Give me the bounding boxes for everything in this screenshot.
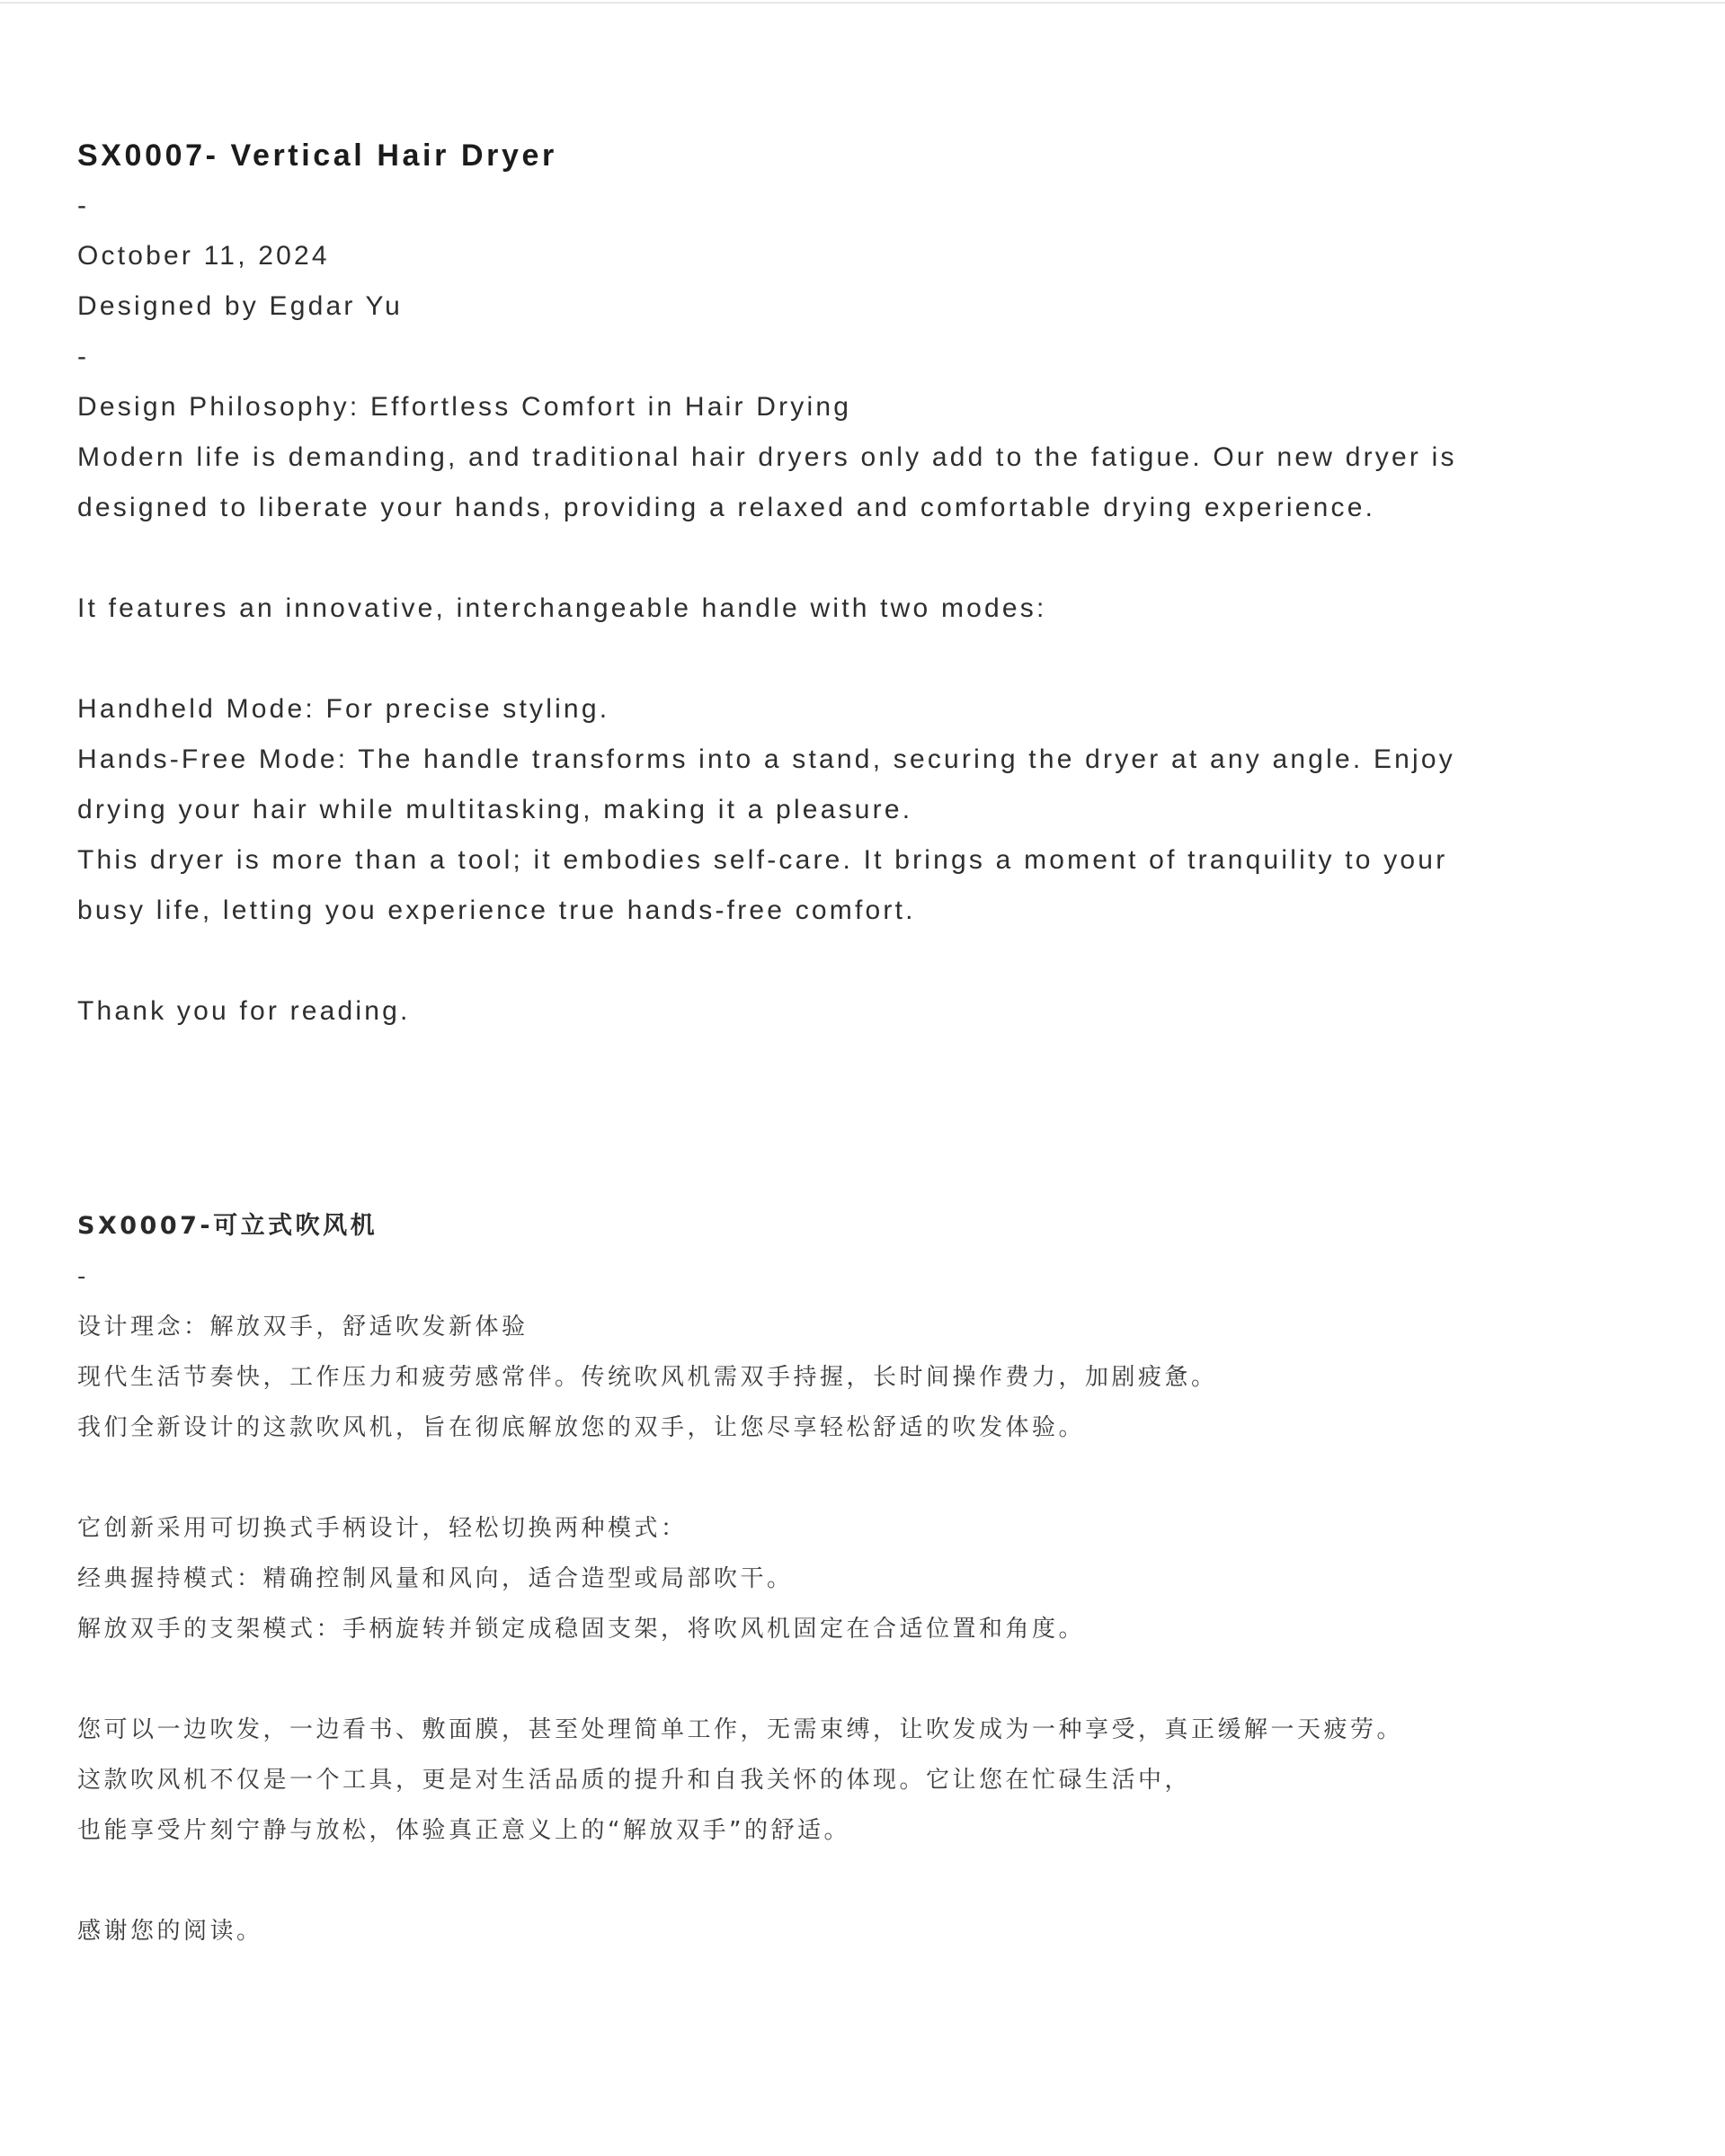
closing-text-zh: 这款吹风机不仅是一个工具，更是对生活品质的提升和自我关怀的体现。它让您在忙碌生活中， [77, 1767, 1192, 1794]
closing-text-en: This dryer is more than a tool; it embodies self-care. It brings a moment of tranquility to your [77, 845, 1448, 875]
chinese-description [77, 1201, 1659, 1956]
spacer [77, 1453, 1659, 1503]
spacer [77, 1654, 1659, 1705]
intro-text-en: designed to liberate your hands, providing a relaxed and comfortable drying experience. [77, 493, 1376, 522]
designer-credit: Designed by Egdar Yu [77, 291, 403, 321]
mode-handheld-zh: 经典握持模式：精确控制风量和风向，适合造型或局部吹干。 [77, 1565, 794, 1592]
spacer [77, 1856, 1659, 1906]
intro-text-en: Modern life is demanding, and traditional hair dryers only add to the fatigue. Our new dryer is [77, 442, 1457, 472]
mode-handsfree-en: Hands-Free Mode: The handle transforms into a stand, securing the dryer at any angle. Enjoy [77, 744, 1455, 774]
product-title-en: SX0007- Vertical Hair Dryer [77, 138, 557, 173]
thanks-en: Thank you for reading. [77, 996, 411, 1026]
features-intro-zh: 它创新采用可切换式手柄设计，轻松切换两种模式： [77, 1515, 688, 1542]
philosophy-heading-en: Design Philosophy: Effortless Comfort in Hair Drying [77, 392, 852, 422]
product-title-zh: SX0007-可立式吹风机 [77, 1212, 378, 1240]
mode-stand-zh: 解放双手的支架模式：手柄旋转并锁定成稳固支架，将吹风机固定在合适位置和角度。 [77, 1616, 1086, 1643]
mode-handsfree-en: drying your hair while multitasking, making it a pleasure. [77, 795, 913, 824]
usage-text-zh: 您可以一边吹发，一边看书、敷面膜，甚至处理简单工作，无需束缚，让吹发成为一种享受，真正缓解一天疲劳。 [77, 1716, 1404, 1743]
closing-text-en: busy life, letting you experience true hands-free comfort. [77, 895, 916, 925]
features-intro-en: It features an innovative, interchangeable handle with two modes: [77, 593, 1047, 623]
publish-date: October 11, 2024 [77, 241, 330, 271]
separator: - [77, 191, 90, 220]
mode-handheld-en: Handheld Mode: For precise styling. [77, 694, 610, 724]
top-divider [0, 2, 1725, 4]
closing-text-zh: 也能享受片刻宁静与放松，体验真正意义上的“解放双手”的舒适。 [77, 1817, 850, 1844]
intro-text-zh: 现代生活节奏快，工作压力和疲劳感常伴。传统吹风机需双手持握，长时间操作费力，加剧疲惫。 [77, 1364, 1218, 1391]
philosophy-heading-zh: 设计理念：解放双手，舒适吹发新体验 [77, 1314, 529, 1341]
thanks-zh: 感谢您的阅读。 [77, 1918, 263, 1945]
spacer [77, 533, 1659, 584]
separator: - [77, 1263, 89, 1290]
spacer [77, 936, 1659, 986]
spacer [77, 634, 1659, 684]
separator: - [77, 342, 90, 371]
intro-text-zh: 我们全新设计的这款吹风机，旨在彻底解放您的双手，让您尽享轻松舒适的吹发体验。 [77, 1414, 1086, 1441]
english-description [77, 130, 1659, 1037]
